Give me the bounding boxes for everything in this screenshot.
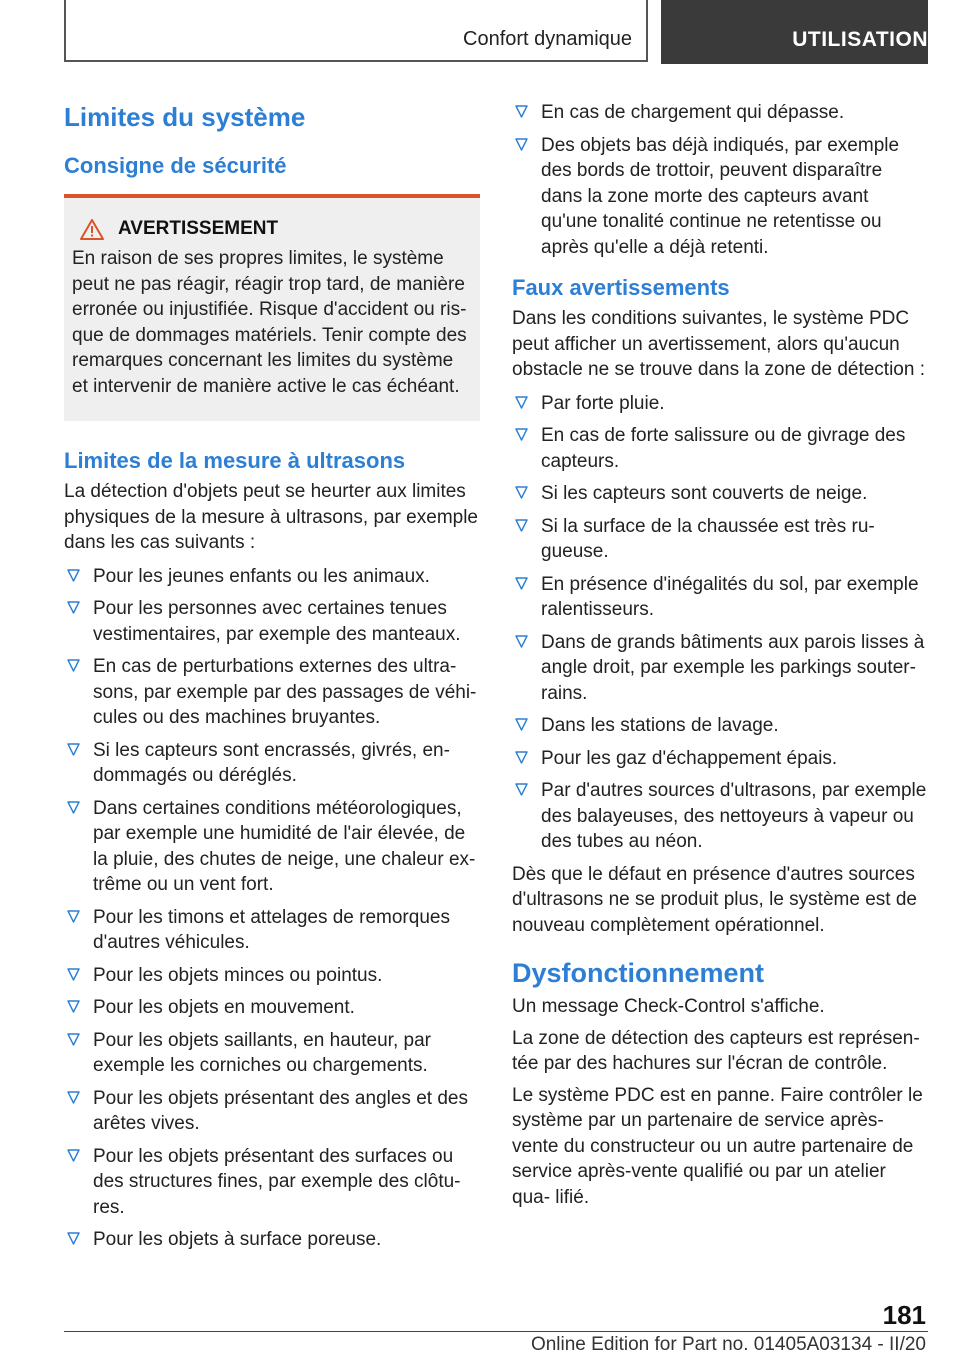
list-item	[512, 391, 928, 417]
list-item-text: Pour les objets présentant des angles et des arêtes vives.	[93, 1087, 468, 1134]
warning-header	[72, 218, 472, 240]
list-item-text: Pour les objets présentant des surfaces ou des structures fines, par exemple des clôtu- res.	[93, 1145, 461, 1218]
list-item	[512, 100, 928, 126]
list-item-text: Dans certaines conditions météorologiques, par exemple une humidité de l'air élevée, de la pluie, des chutes de neige, une chaleur ex- trême ou un vent fort.	[93, 797, 476, 895]
list-item	[64, 905, 480, 956]
list-item-text: Dans les stations de lavage.	[541, 715, 779, 736]
page-header	[64, 0, 928, 64]
bullet-triangle-icon	[67, 601, 80, 615]
bullet-triangle-icon	[515, 428, 528, 442]
list-item	[64, 1086, 480, 1137]
false-warnings-intro: Dans les conditions suivantes, le système PDC peut afficher un avertissement, alors qu'aucun obstacle ne se trouve dans la zone de détection :	[512, 308, 925, 380]
bullet-triangle-icon	[515, 396, 528, 410]
list-item	[64, 1028, 480, 1079]
list-item-text: Pour les objets à surface poreuse.	[93, 1229, 382, 1250]
ultrasound-limits-heading: Limites de la mesure à ultrasons	[64, 448, 406, 473]
footer-edition: Online Edition for Part no. 01405A03134 - II/20	[530, 1334, 926, 1355]
warning-triangle-icon	[80, 219, 104, 240]
bullet-triangle-icon	[67, 1091, 80, 1105]
bullet-triangle-icon	[67, 1149, 80, 1163]
list-item	[64, 596, 480, 647]
bullet-triangle-icon	[67, 659, 80, 673]
ultrasound-intro: La détection d'objets peut se heurter aux limites physiques de la mesure à ultrasons, par exemple dans les cas suivants :	[64, 481, 479, 553]
warning-text: En raison de ses propres limites, le système peut ne pas réagir, réagir trop tard, de manière erronée ou injustifiée. Risque d'accident ou ris- que de dommages matériels. Tenir compte des remarques concernant les limites du système et intervenir de manière active le cas échéant.	[72, 248, 467, 397]
bullet-triangle-icon	[67, 968, 80, 982]
warning-box	[64, 194, 480, 421]
right-column	[512, 100, 928, 1216]
list-item-text: Dans de grands bâtiments aux parois lisses à angle droit, par exemple les parkings souter- rains.	[541, 631, 925, 704]
bullet-triangle-icon	[515, 783, 528, 797]
list-item-text: En présence d'inégalités du sol, par exemple ralentisseurs.	[541, 573, 919, 620]
bullet-triangle-icon	[67, 743, 80, 757]
continued-limits-list	[512, 100, 928, 260]
malfunction-paragraph-1: Un message Check-Control s'affiche.	[512, 996, 825, 1017]
bullet-triangle-icon	[67, 910, 80, 924]
list-item	[64, 564, 480, 590]
bullet-triangle-icon	[67, 801, 80, 815]
bullet-triangle-icon	[67, 1232, 80, 1246]
list-item-text: En cas de chargement qui dépasse.	[541, 102, 845, 123]
malfunction-heading: Dysfonctionnement	[512, 958, 765, 988]
warning-title: AVERTISSEMENT	[118, 218, 279, 239]
bullet-triangle-icon	[515, 718, 528, 732]
section-title: Limites du système	[64, 102, 306, 132]
list-item-text: Par d'autres sources d'ultrasons, par exemple des balayeuses, des nettoyeurs à vapeur ou des tubes au néon.	[541, 780, 927, 852]
list-item	[512, 746, 928, 772]
false-warnings-outro: Dès que le défaut en présence d'autres sources d'ultrasons ne se produit plus, le système est de nouveau complètement opérationnel.	[512, 863, 917, 936]
list-item	[64, 796, 480, 898]
bullet-triangle-icon	[67, 1033, 80, 1047]
list-item-text: Si les capteurs sont encrassés, givrés, en- dommagés ou déréglés.	[93, 739, 450, 786]
header-section-title: Confort dynamique	[463, 28, 632, 50]
bullet-triangle-icon	[515, 519, 528, 533]
list-item	[512, 630, 928, 707]
list-item-text: Pour les jeunes enfants ou les animaux.	[93, 565, 430, 587]
bullet-triangle-icon	[515, 577, 528, 591]
list-item	[512, 481, 928, 507]
list-item-text: Par forte pluie.	[541, 392, 665, 414]
list-item-text: Pour les objets minces ou pointus.	[93, 964, 383, 986]
list-item-text: Pour les timons et attelages de remorques d'autres véhicules.	[93, 906, 450, 953]
page-number: 181	[882, 1300, 926, 1330]
list-item-text: Si les capteurs sont couverts de neige.	[541, 483, 868, 504]
bullet-triangle-icon	[515, 751, 528, 765]
list-item	[64, 995, 480, 1021]
list-item	[64, 963, 480, 989]
malfunction-paragraph-3: Le système PDC est en panne. Faire contrôler le système par un partenaire de service après- vente du constructeur ou un autre partenaire de service après-vente qualifié ou par un atelier qua- lifié.	[512, 1084, 923, 1208]
false-warnings-heading: Faux avertissements	[512, 275, 730, 300]
header-chapter-title: UTILISATION	[792, 28, 928, 51]
footer-divider	[64, 1331, 928, 1332]
ultrasound-limits-list	[64, 564, 480, 1253]
safety-subtitle: Consigne de sécurité	[64, 153, 287, 178]
list-item	[512, 572, 928, 623]
malfunction-paragraph-2: La zone de détection des capteurs est représen- tée par des hachures sur l'écran de contrôle.	[512, 1027, 920, 1074]
list-item-text: Pour les gaz d'échappement épais.	[541, 747, 838, 769]
bullet-triangle-icon	[515, 138, 528, 152]
false-warnings-list	[512, 391, 928, 855]
list-item-text: Pour les objets saillants, en hauteur, par exemple les corniches ou chargements.	[93, 1029, 431, 1076]
list-item	[512, 423, 928, 474]
list-item	[512, 778, 928, 855]
list-item-text: Pour les personnes avec certaines tenues vestimentaires, par exemple des manteaux.	[93, 598, 461, 645]
left-column	[64, 100, 480, 1260]
list-item	[64, 738, 480, 789]
list-item	[512, 713, 928, 739]
bullet-triangle-icon	[515, 635, 528, 649]
list-item-text: En cas de forte salissure ou de givrage des capteurs.	[541, 425, 906, 472]
list-item	[512, 133, 928, 261]
bullet-triangle-icon	[67, 1000, 80, 1014]
list-item-text: Des objets bas déjà indiqués, par exemple des bords de trottoir, peuvent disparaître dans la zone morte des capteurs avant qu'une tonalité continue ne retentisse ou après qu'elle a déjà retenti.	[541, 134, 900, 258]
header-section-box	[64, 0, 648, 62]
list-item	[64, 1144, 480, 1221]
header-chapter-tab	[661, 0, 928, 64]
list-item-text: En cas de perturbations externes des ultra- sons, par exemple par des passages de véhi- cules ou des machines bruyantes.	[93, 656, 477, 728]
list-item	[64, 654, 480, 731]
bullet-triangle-icon	[67, 569, 80, 583]
bullet-triangle-icon	[515, 486, 528, 500]
list-item	[512, 514, 928, 565]
list-item-text: Si la surface de la chaussée est très ru- gueuse.	[541, 515, 875, 562]
list-item	[64, 1227, 480, 1253]
list-item-text: Pour les objets en mouvement.	[93, 997, 355, 1018]
bullet-triangle-icon	[515, 105, 528, 119]
